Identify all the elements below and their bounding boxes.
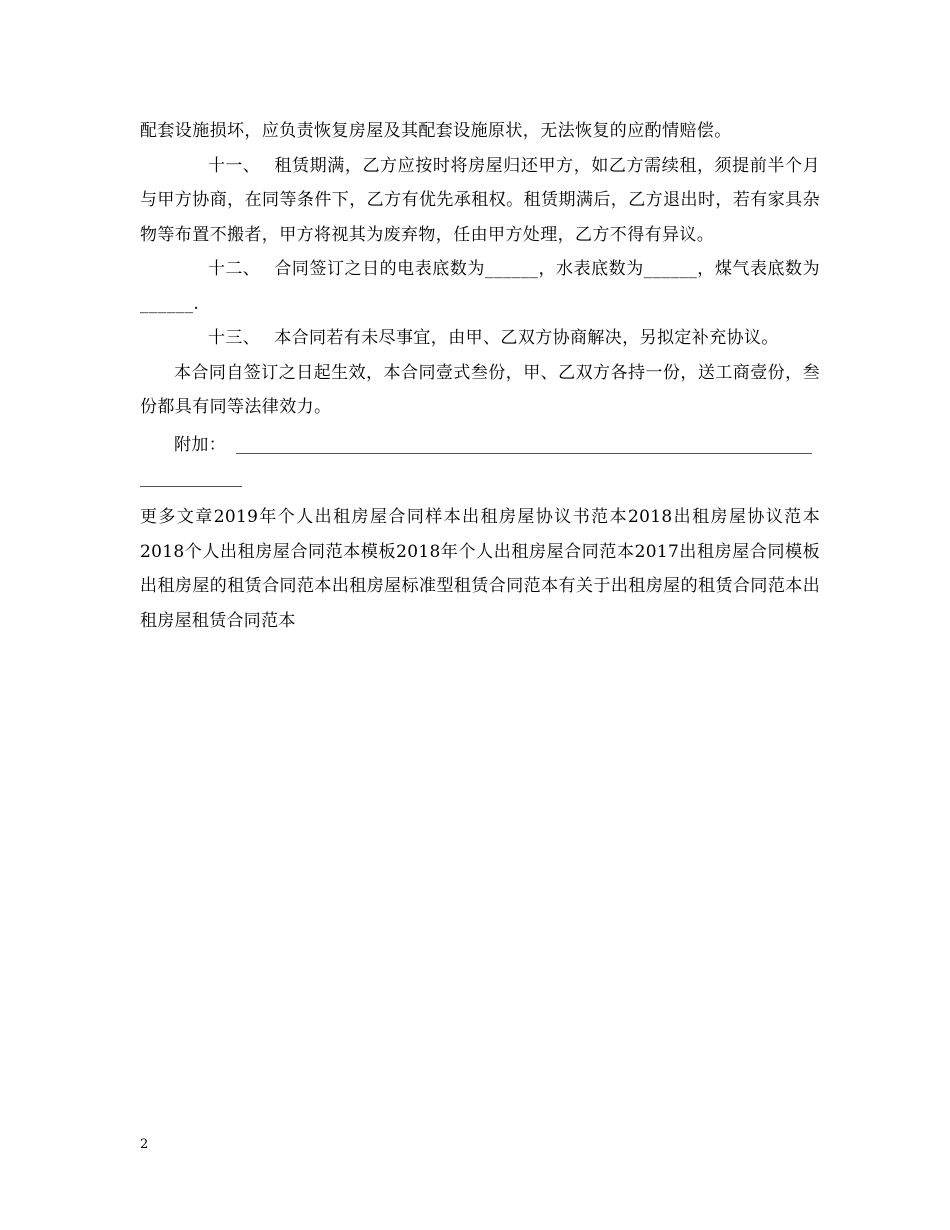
attachment-label: 附加： [174,435,227,455]
paragraph-effective-date: 本合同自签订之日起生效，本合同壹式叁份，甲、乙双方各持一份，送工商壹份，叁份都具有同等法律效力。 [140,362,820,417]
page-number: 2 [140,1137,149,1152]
attachment-fill-line [236,453,812,454]
clause-thirteen-text: 本合同若有未尽事宜，由甲、乙双方协商解决，另拟定补充协议。 [274,328,779,348]
contract-body [140,114,820,425]
clause-eleven [140,149,820,253]
paragraph-facilities-damage: 配套设施损坏，应负责恢复房屋及其配套设施原状，无法恢复的应酌情赔偿。 [140,121,732,141]
clause-eleven-number: 十一、 [208,155,261,176]
clause-twelve [140,252,820,321]
more-articles-links: 更多文章2019年个人出租房屋合同样本出租房屋协议书范本2018出租房屋协议范本2018个人出租房屋合同范本模板2018年个人出租房屋合同范本2017出租房屋合同模板出租房屋的租赁合同范本出租房屋标准型租赁合同范本有关于出租房屋的租赁合同范本出租房屋租赁合同范本 [140,507,820,631]
clause-eleven-text: 租赁期满，乙方应按时将房屋归还甲方，如乙方需续租，须提前半个月与甲方协商，在同等条件下，乙方有优先承租权。租赁期满后，乙方退出时，若有家具杂物等布置不搬者，甲方将视其为废弃物，任由甲方处理，乙方不得有异议。 [140,155,820,245]
clause-twelve-text: 合同签订之日的电表底数为______，水表底数为______，煤气表底数为______. [140,259,820,314]
clause-twelve-number: 十二、 [208,259,261,279]
attachment-fill-line-continued [140,486,242,487]
clause-thirteen [140,321,820,356]
clause-thirteen-number: 十三、 [208,328,261,348]
